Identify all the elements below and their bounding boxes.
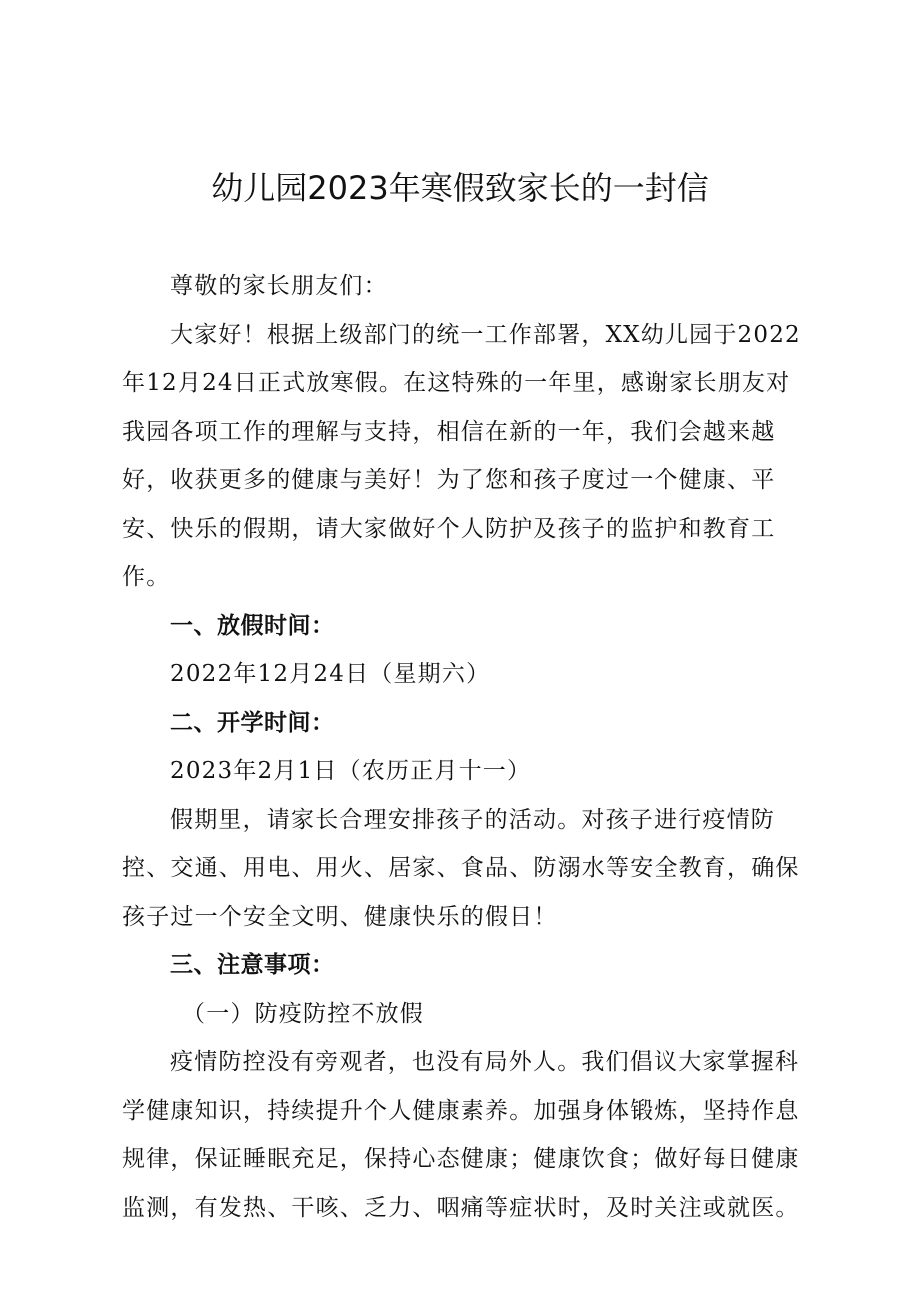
section-heading-notices: 三、注意事项： — [170, 952, 335, 978]
section-heading-holiday-time: 一、放假时间： — [170, 612, 335, 639]
document-body — [122, 262, 812, 1232]
holiday-date: 2022年12月24日（星期六） — [170, 661, 491, 687]
epidemic-paragraph: 疫情防控没有旁观者，也没有局外人。我们倡议大家掌握科学健康知识，持续提升个人健康素养。加强身体锻炼，坚持作息规律，保证睡眠充足，保持心态健康；健康饮食；做好每日健康监测，有发热、干咳、乏力、咽痛等症状时，及时关注或就医。 — [122, 1049, 800, 1221]
section-heading-school-start: 二、开学时间： — [170, 709, 335, 736]
salutation: 尊敬的家长朋友们： — [170, 273, 388, 299]
school-start-date: 2023年2月1日（农历正月十一） — [170, 758, 532, 784]
intro-paragraph: 大家好！根据上级部门的统一工作部署，XX幼儿园于2022年12月24日正式放寒假。在这特殊的一年里，感谢家长朋友对我园各项工作的理解与支持，相信在新的一年，我们会越来越好，收获更多的健康与美好！为了您和孩子度过一个健康、平安、快乐的假期，请大家做好个人防护及孩子的监护和教育工作。 — [122, 321, 801, 590]
document-title: 幼儿园2023年寒假致家长的一封信 — [211, 169, 709, 207]
subsection-title-epidemic: （一）防疫防控不放假 — [182, 1000, 424, 1027]
safety-note-paragraph: 假期里，请家长合理安排孩子的活动。对孩子进行疫情防控、交通、用电、用火、居家、食品、防溺水等安全教育，确保孩子过一个安全文明、健康快乐的假日！ — [122, 806, 800, 930]
